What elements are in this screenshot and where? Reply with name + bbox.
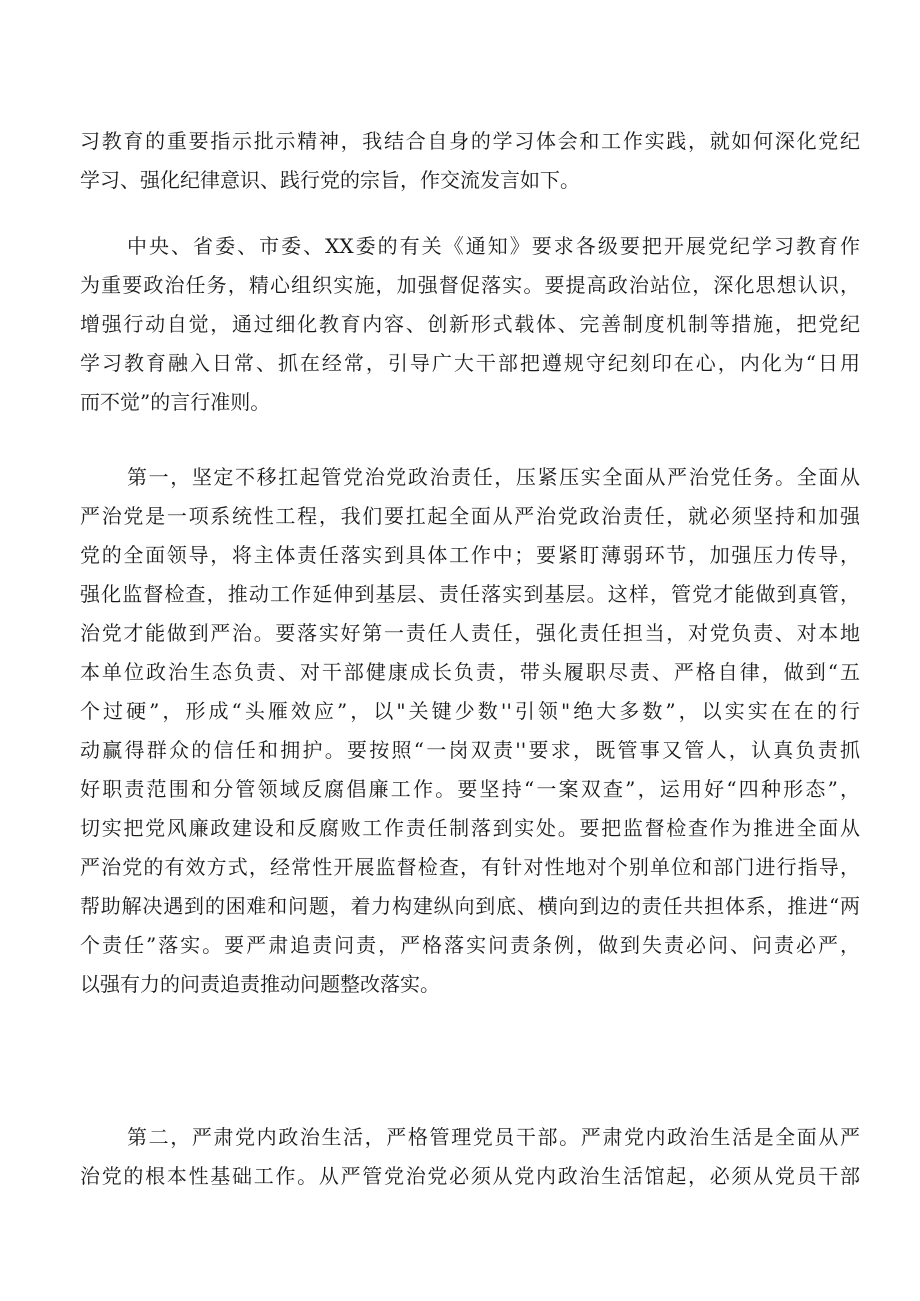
text-line: 以强有力的问责追责推动问题整改落实。 [80,972,440,996]
paragraph-notice-requirements [80,227,860,422]
text-line: 增强行动自觉，通过细化教育内容、创新形式载体、完善制度机制等措施，把党纪 [80,312,860,336]
paragraph-second-point [80,1118,860,1196]
text-line: 帮助解决遇到的困难和问题，着力构建纵向到底、横向到边的责任共担体系，推进“两 [80,894,860,918]
text-line: 党的全面领导，将主体责任落实到具体工作中；要紧盯薄弱环节，加强压力传导， [80,543,860,567]
text-line: 第一，坚定不移扛起管党治党政治责任，压紧压实全面从严治党任务。全面从 [127,465,860,489]
text-line: 动赢得群众的信任和拥护。要按照“一岗双责''要求，既管事又管人，认真负责抓 [80,738,860,762]
text-line: 本单位政治生态负责、对干部健康成长负责，带头履职尽责、严格自律，做到“五 [80,660,860,684]
text-line: 好职责范围和分管领域反腐倡廉工作。要坚持“一案双查”，运用好“四种形态”， [80,777,860,801]
text-line: 第二，严肃党内政治生活，严格管理党员干部。严肃党内政治生活是全面从严 [127,1125,860,1149]
text-line: 个责任”落实。要严肃追责问责，严格落实问责条例，做到失责必问、问责必严， [80,933,860,957]
text-line: 学习、强化纪律意识、践行党的宗旨，作交流发言如下。 [80,168,580,192]
text-line: 个过硬”，形成“头雁效应”，以"关键少数''引领"绝大多数”，以实实在在的行 [80,699,860,723]
text-line: 治党的根本性基础工作。从严管党治党必须从党内政治生活馆起，必须从党员干部 [80,1164,860,1188]
text-line: 为重要政治任务，精心组织实施，加强督促落实。要提高政治站位，深化思想认识， [80,273,860,297]
text-line: 学习教育融入日常、抓在经常，引导广大干部把遵规守纪刻印在心，内化为“日用 [80,351,860,375]
text-line: 强化监督检查，推动工作延伸到基层、责任落实到基层。这样，管党才能做到真管， [80,582,860,606]
text-line: 习教育的重要指示批示精神，我结合自身的学习体会和工作实践，就如何深化党纪 [80,129,860,153]
text-line: 切实把党风廉政建设和反腐败工作责任制落到实处。要把监督检查作为推进全面从 [80,816,860,840]
text-line: 而不觉”的言行准则。 [80,390,271,414]
paragraph-intro-continuation [80,122,860,200]
text-line: 严治党的有效方式，经常性开展监督检查，有针对性地对个别单位和部门进行指导， [80,855,860,879]
text-line: 治党才能做到严治。要落实好第一责任人责任，强化责任担当，对党负责、对本地 [80,621,860,645]
text-line: 中央、省委、市委、XX委的有关《通知》要求各级要把开展党纪学习教育作 [127,234,860,258]
paragraph-first-point [80,458,860,1004]
text-line: 严治党是一项系统性工程，我们要扛起全面从严治党政治责任，就必须坚持和加强 [80,504,860,528]
